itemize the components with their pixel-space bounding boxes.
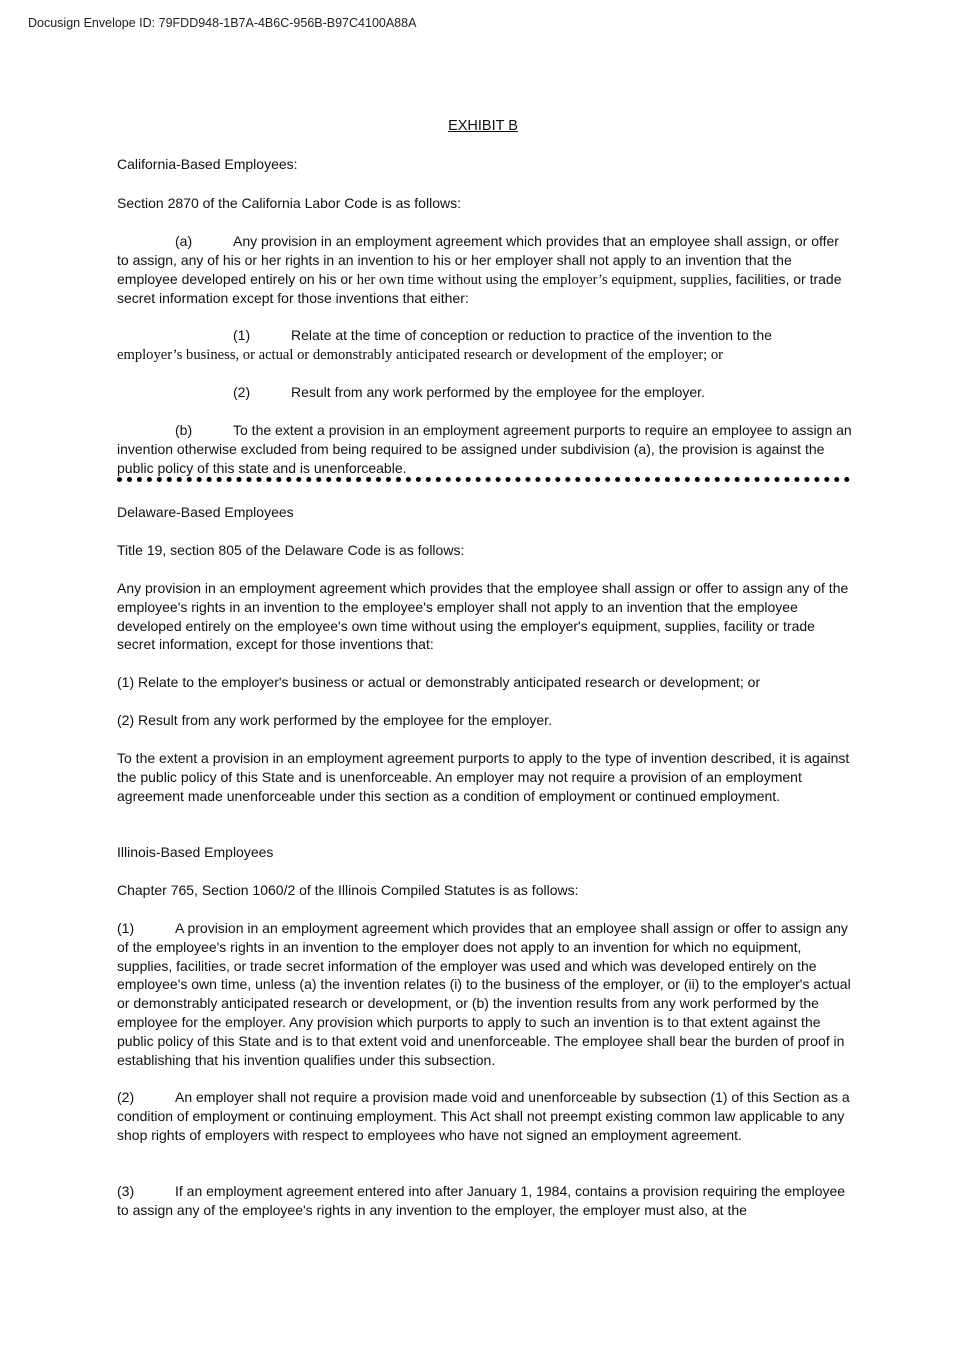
illinois-heading: Illinois-Based Employees bbox=[117, 844, 274, 860]
paragraph-a-label: (a) bbox=[175, 233, 193, 249]
illinois-item-1-text: A provision in an employment agreement which provides that an employee shall assign or offer to assign any of the employee's rights in an invention to the employer does not apply to an invention for which no equipment, supplies, facilities, or trade secret information of the employer was used and which was developed entirely on the employee's own time, unless (a) the invention relates (i) to the business of the employer, or (ii) to the employer's actual or demonstrably anticipated research or development, or (b) the invention results from any work performed by the employee for the employer. Any provision which purports to apply to such an invention is to that extent against the public policy of this State and is to that extent void and unenforceable. The employee shall bear the burden of proof in establishing that his invention qualifies under this subsection. bbox=[117, 920, 851, 1068]
delaware-paragraph-1: Any provision in an employment agreement which provides that the employee shall assign or offer to assign any of the employee's rights in an invention to the employee's employer shall not apply to an invention that the employee developed entirely on the employee's own time without using the employer's equipment, supplies, facility or trade secret information, except for those inventions that: bbox=[117, 580, 849, 653]
item-1-label: (1) bbox=[233, 327, 251, 343]
paragraph-a-text-2: her own time without using the employer’s equipment, supplies, bbox=[356, 271, 732, 288]
delaware-item-1: (1) Relate to the employer's business or actual or demonstrably anticipated research or development; or bbox=[117, 674, 761, 690]
delaware-intro: Title 19, section 805 of the Delaware Code is as follows: bbox=[117, 542, 465, 558]
california-item-2 bbox=[117, 383, 853, 402]
illinois-item-3-text: If an employment agreement entered into after January 1, 1984, contains a provision requiring the employee to assign any of the employee's rights in any invention to the employer, the employer must also, at the bbox=[117, 1183, 846, 1218]
paragraph-b-text: To the extent a provision in an employment agreement purports to require an employee to assign an invention otherwise excluded from being required to be assigned under subdivision (a), the provision is against the public policy of this state and is unenforceable. bbox=[117, 422, 852, 476]
delaware-paragraph-2: To the extent a provision in an employment agreement purports to apply to the type of invention described, it is against the public policy of this State and is unenforceable. An employer may not require a provision of an employment agreement made unenforceable under this section as a condition of employment or continued employment. bbox=[117, 750, 850, 804]
illinois-item-2 bbox=[117, 1088, 853, 1144]
illinois-item-1-label: (1) bbox=[117, 920, 135, 936]
paragraph-a-text-3: facilities, or trade secret information except for those inventions that either: bbox=[117, 270, 842, 307]
california-intro: Section 2870 of the California Labor Code is as follows: bbox=[117, 195, 461, 211]
item-2-label: (2) bbox=[233, 384, 251, 400]
illinois-intro: Chapter 765, Section 1060/2 of the Illinois Compiled Statutes is as follows: bbox=[117, 882, 579, 898]
envelope-id: Docusign Envelope ID: 79FDD948-1B7A-4B6C-956B-B97C4100A88A bbox=[28, 16, 417, 30]
paragraph-a-text-1: Any provision in an employment agreement which provides that an employee shall assign, or offer to assign, any of his or her rights in an invention to his or her employer shall not apply to an invention that the employee developed entirely on his or bbox=[117, 233, 839, 287]
california-item-1 bbox=[117, 326, 853, 365]
section-divider bbox=[117, 477, 850, 482]
illinois-item-1 bbox=[117, 919, 853, 1069]
california-paragraph-a bbox=[117, 232, 853, 308]
item-2-text: Result from any work performed by the employee for the employer. bbox=[291, 384, 705, 400]
illinois-item-2-text: An employer shall not require a provision made void and unenforceable by subsection (1) of this Section as a condition of employment or continuing employment. This Act shall not preempt existing common law applicable to any shop rights of employers with respect to employees who have not signed an employment agreement. bbox=[117, 1089, 850, 1143]
exhibit-title: EXHIBIT B bbox=[448, 118, 518, 134]
illinois-item-3-label: (3) bbox=[117, 1183, 135, 1199]
california-paragraph-b bbox=[117, 421, 853, 477]
illinois-item-3 bbox=[117, 1182, 853, 1220]
delaware-heading: Delaware-Based Employees bbox=[117, 504, 294, 520]
delaware-item-2: (2) Result from any work performed by the employee for the employer. bbox=[117, 712, 552, 728]
illinois-item-2-label: (2) bbox=[117, 1089, 135, 1105]
item-1-text-1: Relate at the time of conception or reduction to practice of the invention to the bbox=[291, 327, 772, 343]
california-heading: California-Based Employees: bbox=[117, 156, 298, 172]
paragraph-b-label: (b) bbox=[175, 422, 193, 438]
item-1-text-2: employer’s business, or actual or demonstrably anticipated research or development of the employer; or bbox=[117, 346, 723, 363]
